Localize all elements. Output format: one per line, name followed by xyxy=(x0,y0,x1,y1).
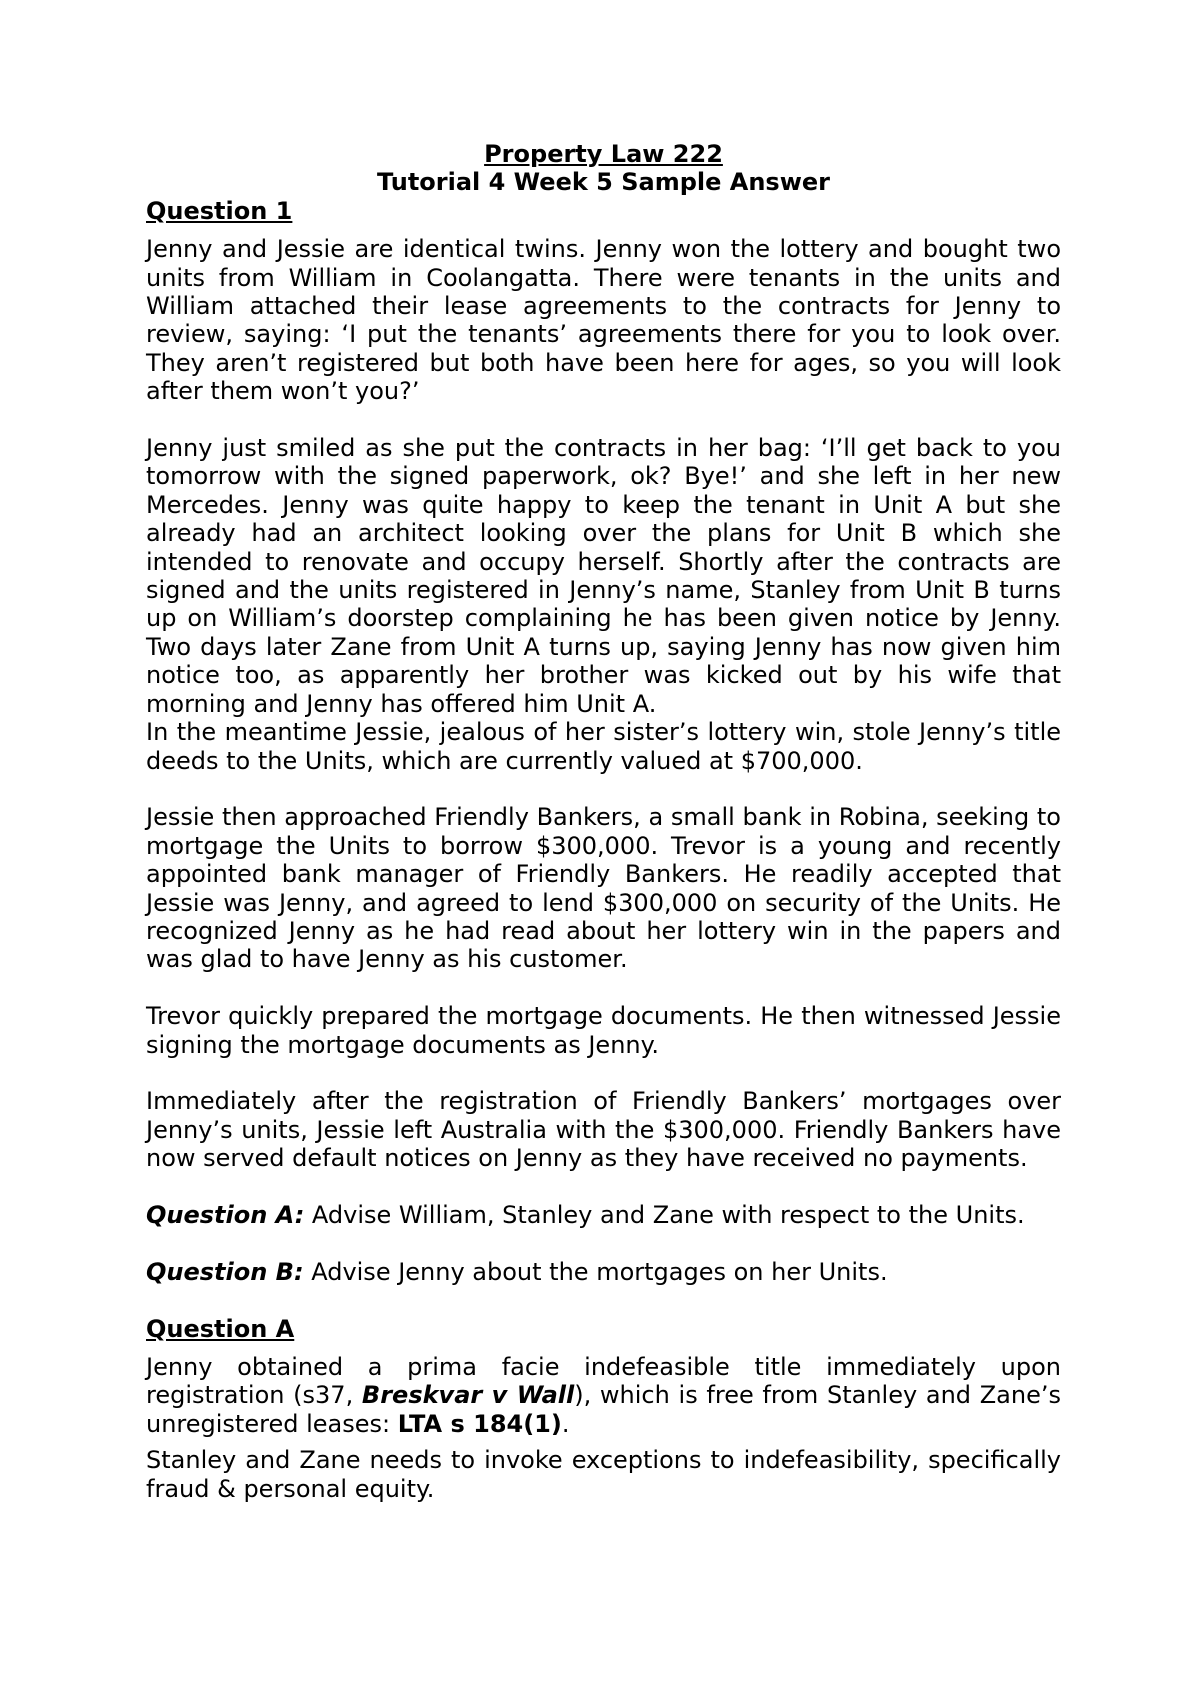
document-subtitle: Tutorial 4 Week 5 Sample Answer xyxy=(377,168,830,197)
question-1-heading: Question 1 xyxy=(146,196,293,225)
answer-text: ), which is free from Stanley and Zane’s unregistered leases: xyxy=(146,1381,1061,1438)
answer-a-paragraph-2: Stanley and Zane needs to invoke exceptions to indefeasibility, specifically fraud & personal equity. xyxy=(146,1446,1061,1503)
case-citation: Breskvar v Wall xyxy=(361,1381,575,1410)
question-a-text: Advise William, Stanley and Zane with respect to the Units. xyxy=(304,1200,1025,1229)
question-b-label: Question B: xyxy=(146,1257,304,1286)
answer-text: . xyxy=(561,1409,570,1438)
answer-text: Jenny obtained a prima facie indefeasible title immediately upon registration (s37, xyxy=(146,1352,1061,1410)
question-a-prompt xyxy=(146,1201,1061,1229)
document-title: Property Law 222 xyxy=(484,140,723,168)
statute-citation: LTA s 184(1) xyxy=(397,1409,562,1438)
paragraph-default: Immediately after the registration of Friendly Bankers’ mortgages over Jenny’s units, Jessie left Australia with the $300,000. Friendly Bankers have now served default notices on Jenny as they have received no payments. xyxy=(146,1087,1061,1173)
paragraph-bank: Jessie then approached Friendly Bankers, a small bank in Robina, seeking to mortgage the Units to borrow $300,000. Trevor is a young and recently appointed bank manager of Friendly Bankers. He readily accepted that Jessie was Jenny, and agreed to lend $300,000 on security of the Units. He recognized Jenny as he had read about her lottery win in the papers and was glad to have Jenny as his customer. xyxy=(146,803,1061,974)
paragraph-mortgage-docs: Trevor quickly prepared the mortgage documents. He then witnessed Jessie signing the mortgage documents as Jenny. xyxy=(146,1002,1061,1059)
answer-a-paragraph-1 xyxy=(146,1353,1061,1438)
question-b-text: Advise Jenny about the mortgages on her Units. xyxy=(303,1257,888,1286)
paragraph-intro: Jenny and Jessie are identical twins. Jenny won the lottery and bought two units from William in Coolangatta. There were tenants in the units and William attached their lease agreements to the contracts for Jenny to review, saying: ‘I put the tenants’ agreements there for you to look over. They aren’t registered but both have been here for ages, so you will look after them won’t you?’ xyxy=(146,235,1061,406)
question-b-prompt xyxy=(146,1258,1061,1286)
paragraph-title-deeds: In the meantime Jessie, jealous of her sister’s lottery win, stole Jenny’s title deeds to the Units, which are currently valued at $700,000. xyxy=(146,718,1061,775)
document-page xyxy=(146,140,1061,1503)
paragraph-contracts: Jenny just smiled as she put the contracts in her bag: ‘I’ll get back to you tomorrow with the signed paperwork, ok? Bye!’ and she left in her new Mercedes. Jenny was quite happy to keep the tenant in Unit A but she already had an architect looking over the plans for Unit B which she intended to renovate and occupy herself. Shortly after the contracts are signed and the units registered in Jenny’s name, Stanley from Unit B turns up on William’s doorstep complaining he has been given notice by Jenny. Two days later Zane from Unit A turns up, saying Jenny has now given him notice too, as apparently her brother was kicked out by his wife that morning and Jenny has offered him Unit A. xyxy=(146,434,1061,718)
answer-a-heading: Question A xyxy=(146,1314,295,1343)
question-a-label: Question A: xyxy=(146,1200,305,1229)
